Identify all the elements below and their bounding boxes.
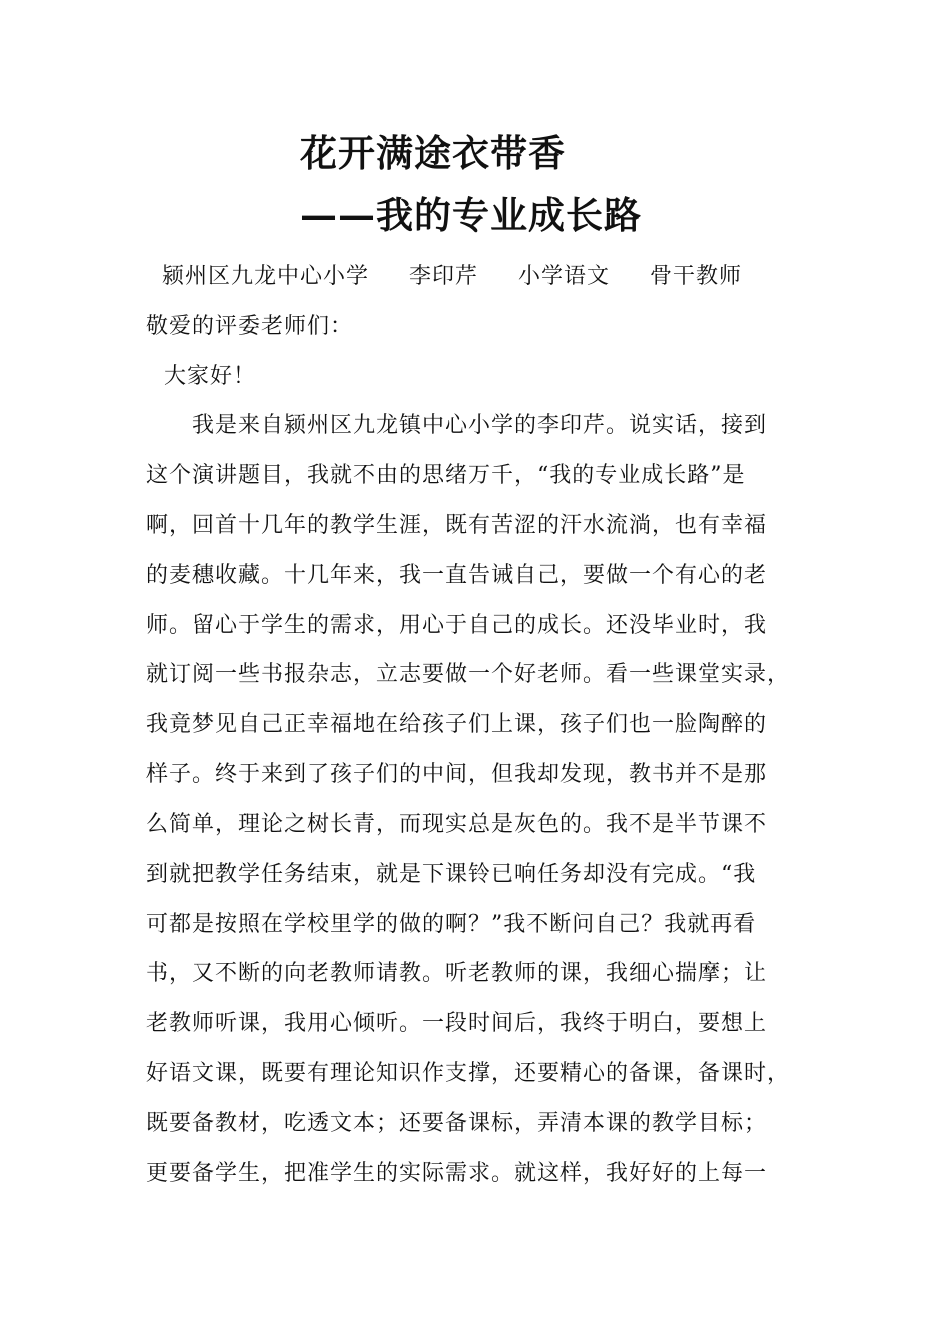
- document-subtitle: ——我的专业成长路: [300, 193, 642, 237]
- author-role: 骨干教师: [650, 264, 743, 289]
- body-line: 师。留心于学生的需求，用心于自己的成长。还没毕业时，我: [146, 613, 768, 638]
- body-line: 就订阅一些书报杂志，立志要做一个好老师。看一些课堂实录，: [146, 662, 791, 687]
- document-title: 花开满途衣带香: [300, 131, 566, 175]
- body-line: 书，又不断的向老教师请教。听老教师的课，我细心揣摩；让: [146, 961, 768, 986]
- body-line: 更要备学生，把准学生的实际需求。就这样，我好好的上每一: [146, 1161, 768, 1186]
- body-line: 到就把教学任务结束，就是下课铃已响任务却没有完成。“我: [146, 862, 757, 887]
- salutation: 敬爱的评委老师们：: [146, 314, 354, 339]
- author-school: 颍州区九龙中心小学: [162, 264, 370, 289]
- author-line: [162, 262, 742, 292]
- body-line: 样子。终于来到了孩子们的中间，但我却发现，教书并不是那: [146, 762, 768, 787]
- author-name: 李印芹: [409, 264, 479, 289]
- body-line: 啊，回首十几年的教学生涯，既有苦涩的汗水流淌，也有幸福: [146, 513, 768, 538]
- body-line: 我竟梦见自己正幸福地在给孩子们上课，孩子们也一脸陶醉的: [146, 712, 768, 737]
- author-subject: 小学语文: [518, 264, 611, 289]
- body-line: 我是来自颍州区九龙镇中心小学的李印芹。说实话，接到: [192, 413, 768, 438]
- body-line: 既要备教材，吃透文本；还要备课标，弄清本课的教学目标；: [146, 1111, 768, 1136]
- body-line: 可都是按照在学校里学的做的啊？”我不断问自己？我就再看: [146, 912, 757, 937]
- body-line: 这个演讲题目，我就不由的思绪万千，“我的专业成长路”是: [146, 463, 746, 488]
- body-line: 老教师听课，我用心倾听。一段时间后，我终于明白，要想上: [146, 1011, 768, 1036]
- body-line: 好语文课，既要有理论知识作支撑，还要精心的备课，备课时，: [146, 1061, 791, 1086]
- body-line: 么简单，理论之树长青，而现实总是灰色的。我不是半节课不: [146, 812, 768, 837]
- greeting: 大家好！: [164, 364, 257, 389]
- body-line: 的麦穗收藏。十几年来，我一直告诫自己，要做一个有心的老: [146, 563, 768, 588]
